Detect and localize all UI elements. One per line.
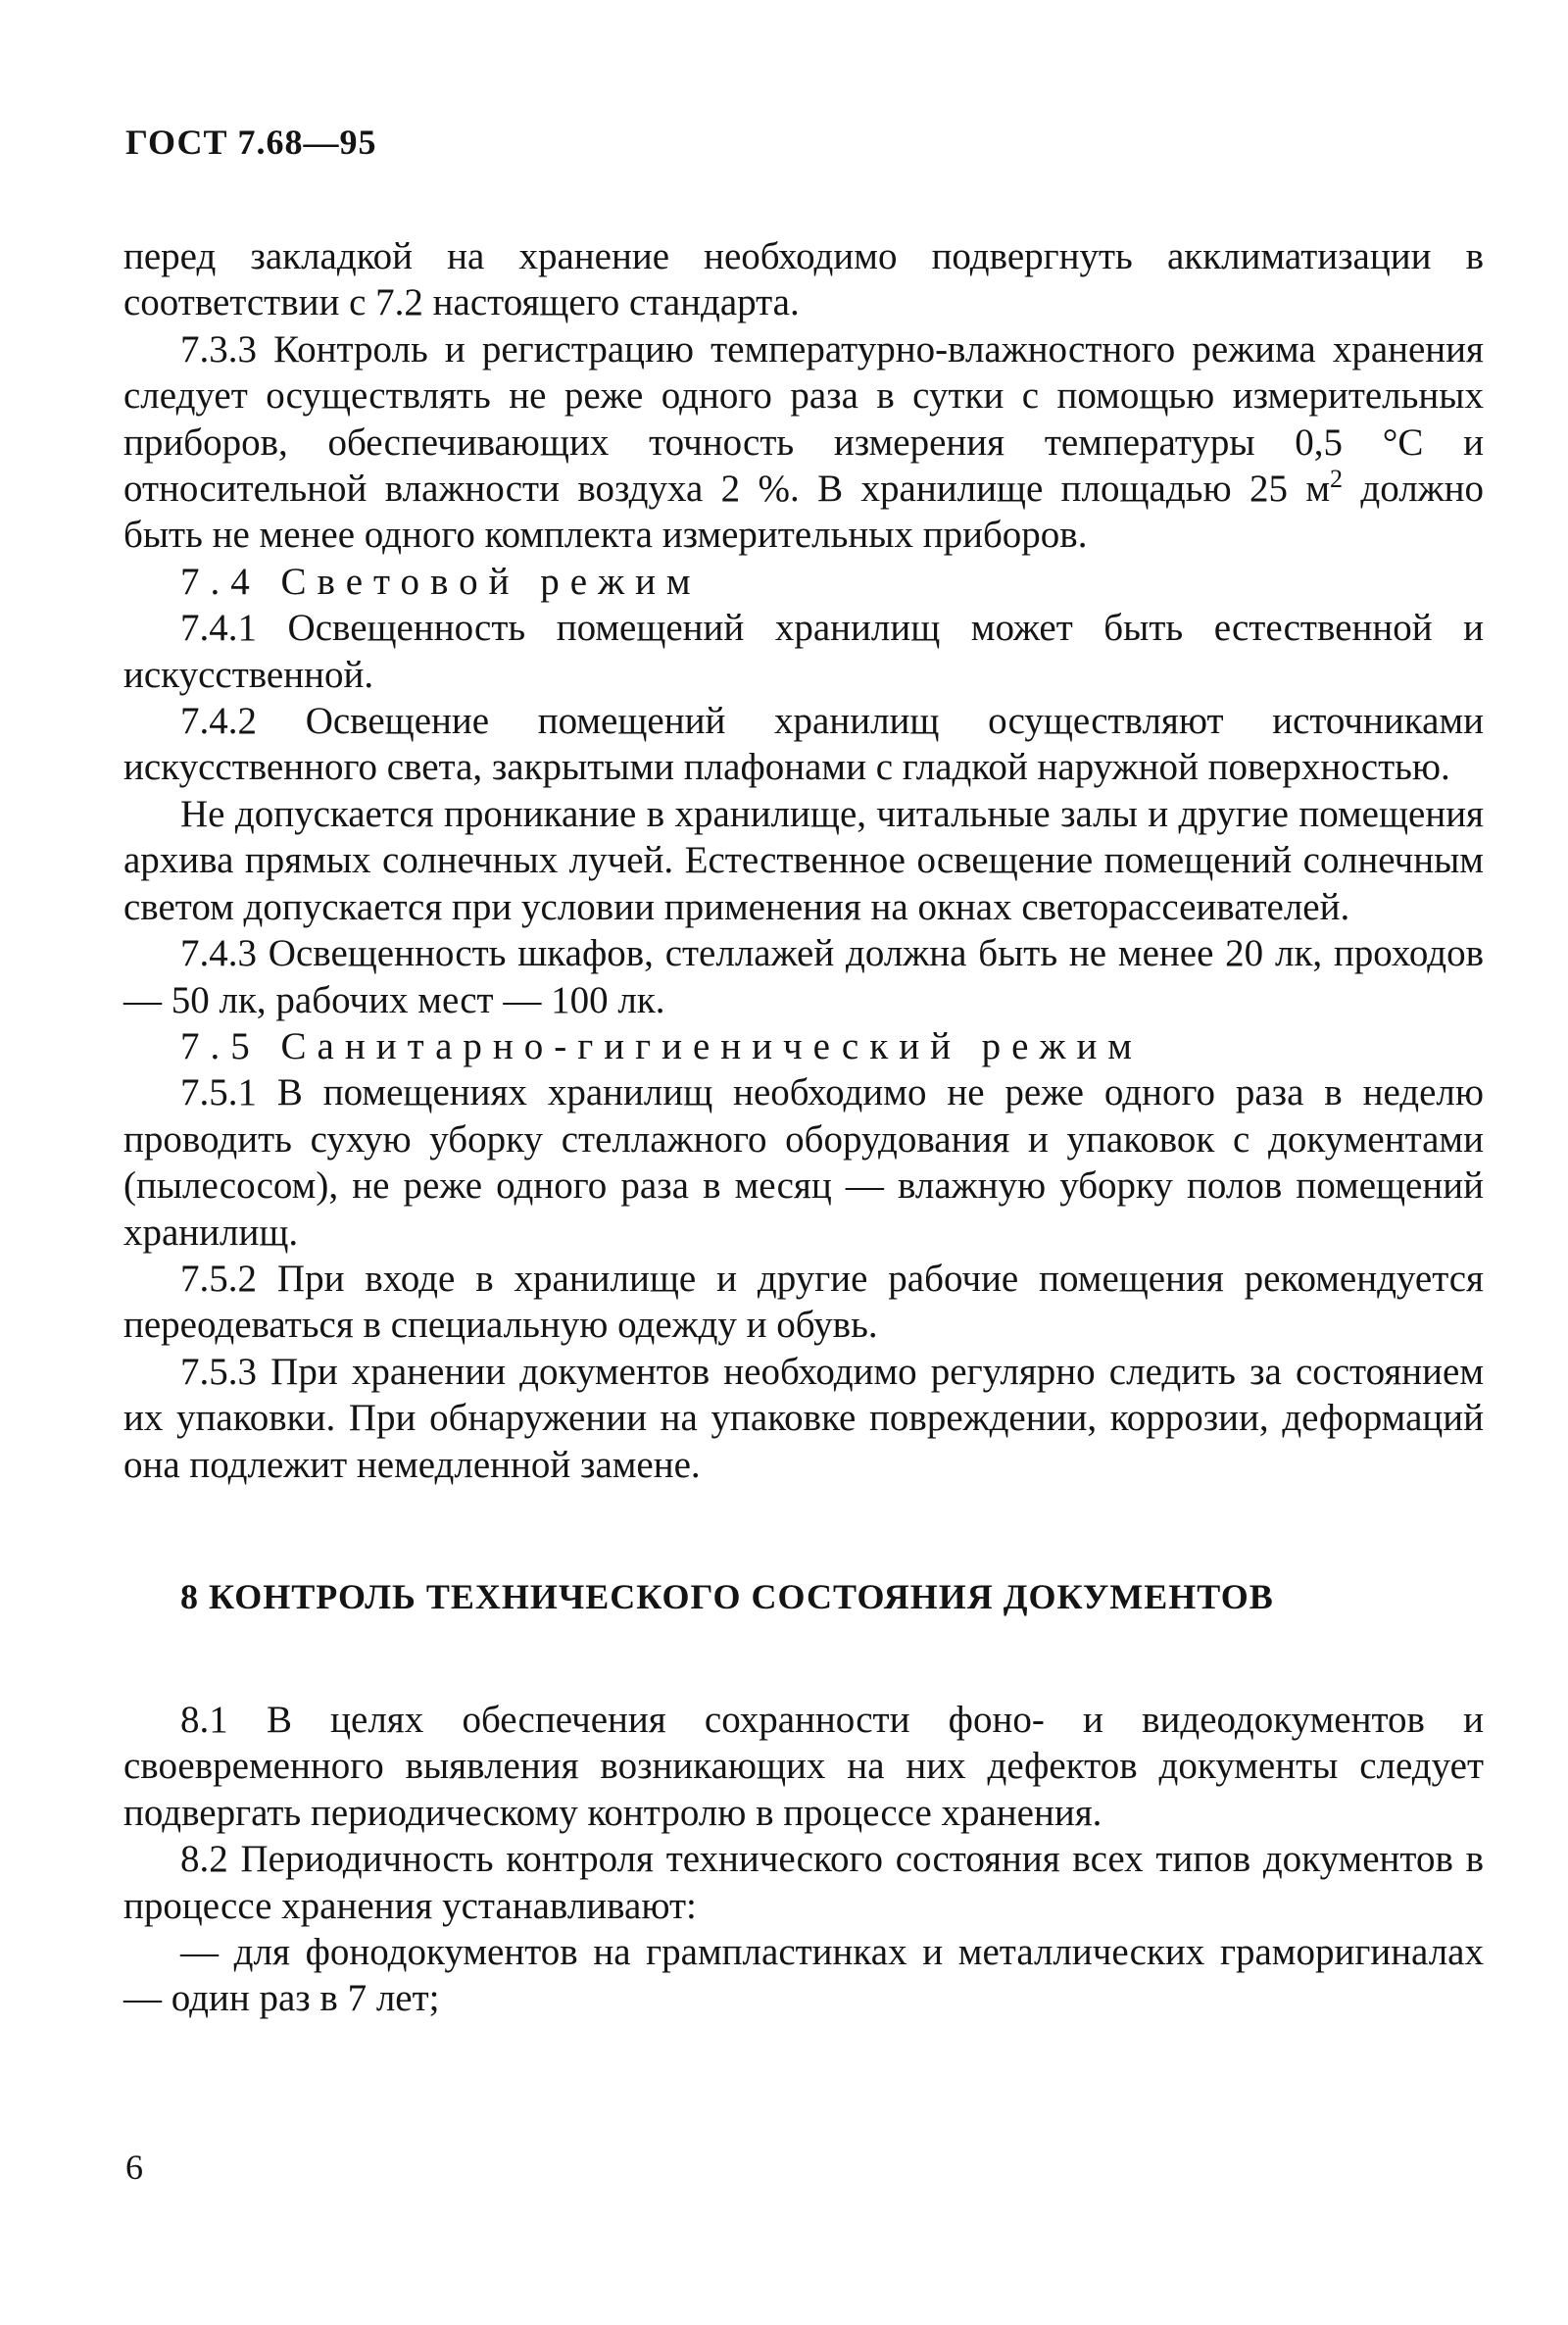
paragraph-8-2-item: — для фонодокументов на грампластинках и металлических граморигиналах — один раз в 7 лет; xyxy=(123,1931,1484,2020)
paragraph-7-3-3-text-b: должно быть не менее одного комплекта измерительных приборов. xyxy=(123,468,1484,557)
paragraph-7-4-2: 7.4.2 Освещение помещений хранилищ осуществляют источниками искусственного света, закрытыми плафонами с гладкой наружной поверхностью. xyxy=(123,700,1484,789)
paragraph-8-2: 8.2 Периодичность контроля технического состояния всех типов документов в процессе хранения устанавливают: xyxy=(123,1838,1484,1927)
section-8-title: 8 КОНТРОЛЬ ТЕХНИЧЕСКОГО СОСТОЯНИЯ ДОКУМЕНТОВ xyxy=(180,1576,1274,1616)
heading-7-4: 7.4 Световой режим xyxy=(180,560,702,603)
paragraph-7-3-3 xyxy=(123,326,1484,559)
document-body xyxy=(123,233,1484,2022)
standard-header: ГОСТ 7.68—95 xyxy=(125,123,377,162)
page-number: 6 xyxy=(125,2148,143,2187)
paragraph-7-5-2: 7.5.2 При входе в хранилище и другие рабочие помещения рекомендуется переодеваться в специальную одежду и обувь. xyxy=(123,1257,1484,1347)
heading-7-5: 7.5 Санитарно-гигиенический режим xyxy=(180,1024,1143,1067)
paragraph-continuation: перед закладкой на хранение необходимо подвергнуть акклиматизации в соответствии с 7.2 настоящего стандарта. xyxy=(123,235,1484,324)
paragraph-7-4-3: 7.4.3 Освещенность шкафов, стеллажей должна быть не менее 20 лк, проходов — 50 лк, рабочих мест — 100 лк. xyxy=(123,932,1484,1021)
square-superscript: 2 xyxy=(1330,465,1344,494)
paragraph-7-4-1: 7.4.1 Освещенность помещений хранилищ может быть естественной и искусственной. xyxy=(123,607,1484,696)
paragraph-8-1: 8.1 В целях обеспечения сохранности фоно- и видеодокументов и своевременного выявления возникающих на них дефектов документы следует подвергать периодическому контролю в процессе хранения. xyxy=(123,1698,1484,1834)
paragraph-7-5-3: 7.5.3 При хранении документов необходимо регулярно следить за состоянием их упаковки. При обнаружении на упаковке повреждении, коррозии, деформаций она подлежит немедленной замене. xyxy=(123,1350,1484,1486)
paragraph-7-4-2-continued: Не допускается проникание в хранилище, читальные залы и другие помещения архива прямых солнечных лучей. Естественное освещение помещений солнечным светом допускается при условии применения на окнах светорассеивателей. xyxy=(123,792,1484,928)
paragraph-7-5-1: 7.5.1 В помещениях хранилищ необходимо не реже одного раза в неделю проводить сухую уборку стеллажного оборудования и упаковок с документами (пылесосом), не реже одного раза в месяц — влажную уборку полов помещений хранилищ. xyxy=(123,1071,1484,1254)
paragraph-7-3-3-text-a: 7.3.3 Контроль и регистрацию температурно-влажностного режима хранения следует осуществлять не реже одного раза в сутки с помощью измерительных приборов, обеспечивающих точность измерения температуры 0,5 °С и относительной влажности воздуха 2 %. В хранилище площадью 25 м xyxy=(123,327,1484,511)
